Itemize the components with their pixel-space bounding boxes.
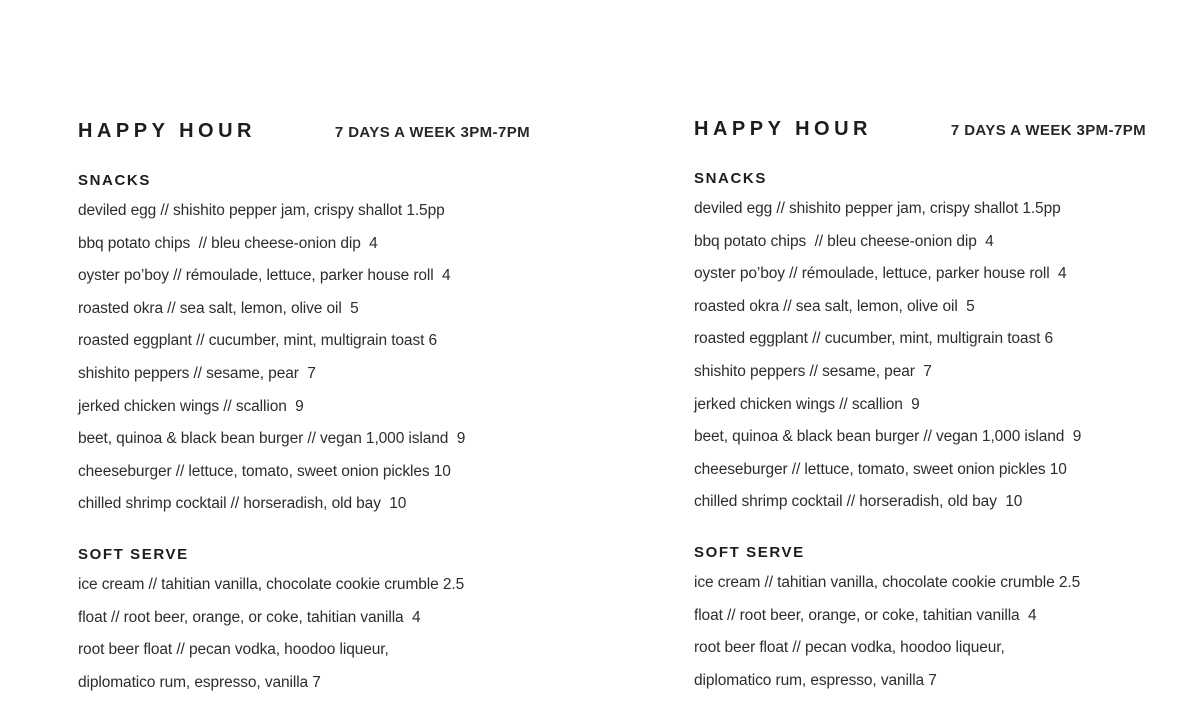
menu-item-line: jerked chicken wings // scallion 9 — [78, 397, 304, 415]
menu-item-line: diplomatico rum, espresso, vanilla 7 — [78, 673, 321, 691]
menu-item-line: roasted okra // sea salt, lemon, olive oil 5 — [78, 299, 359, 317]
section-title: SNACKS — [78, 172, 151, 189]
menu-header — [78, 118, 530, 144]
section-snacks — [694, 169, 1146, 519]
menu-item-line: beet, quinoa & black bean burger // vegan 1,000 island 9 — [694, 428, 1082, 446]
menu-item-line: diplomatico rum, espresso, vanilla 7 — [694, 671, 937, 689]
section-title: SOFT SERVE — [694, 543, 805, 561]
section-snacks — [78, 171, 530, 521]
menu-item-line: deviled egg // shishito pepper jam, crispy shallot 1.5pp — [694, 200, 1061, 217]
menu-item-line: root beer float // pecan vodka, hoodoo liqueur, — [694, 639, 1005, 657]
menu-column-left — [78, 118, 530, 699]
menu-item-line: roasted okra // sea salt, lemon, olive oil 5 — [694, 297, 975, 315]
menu-item-line: shishito peppers // sesame, pear 7 — [78, 364, 316, 382]
menu-item-line: deviled egg // shishito pepper jam, crispy shallot 1.5pp — [78, 202, 445, 219]
menu-item-line: bbq potato chips // bleu cheese-onion dip 4 — [694, 232, 994, 250]
menu-item-line: chilled shrimp cocktail // horseradish, old bay 10 — [78, 495, 407, 513]
menu-item-line: shishito peppers // sesame, pear 7 — [694, 362, 932, 380]
menu-item-line: chilled shrimp cocktail // horseradish, old bay 10 — [694, 493, 1023, 511]
menu-column-right — [694, 116, 1146, 697]
menu-item-line: oyster po’boy // rémoulade, lettuce, parker house roll 4 — [694, 265, 1067, 283]
menu-item-line: float // root beer, orange, or coke, tahitian vanilla 4 — [78, 608, 421, 626]
menu-item-line: bbq potato chips // bleu cheese-onion dip 4 — [78, 234, 378, 252]
menu-item-line: root beer float // pecan vodka, hoodoo liqueur, — [78, 641, 389, 659]
menu-schedule: 7 DAYS A WEEK 3PM-7PM — [950, 122, 1146, 139]
menu-item-line: ice cream // tahitian vanilla, chocolate cookie crumble 2.5 — [694, 573, 1081, 591]
menu-item-line: beet, quinoa & black bean burger // vegan 1,000 island 9 — [78, 430, 466, 448]
menu-item-line: jerked chicken wings // scallion 9 — [694, 395, 920, 413]
menu-title: HAPPY HOUR — [78, 120, 256, 142]
section-title: SOFT SERVE — [78, 545, 189, 563]
menu-title: HAPPY HOUR — [694, 118, 872, 140]
menu-item-line: cheeseburger // lettuce, tomato, sweet onion pickles 10 — [78, 462, 451, 480]
section-title: SNACKS — [694, 170, 767, 187]
section-soft-serve — [694, 543, 1146, 697]
menu-item-line: roasted eggplant // cucumber, mint, multigrain toast 6 — [694, 330, 1054, 348]
menu-item-line: roasted eggplant // cucumber, mint, multigrain toast 6 — [78, 332, 438, 350]
menu-header — [694, 116, 1146, 142]
menu-item-line: cheeseburger // lettuce, tomato, sweet onion pickles 10 — [694, 460, 1067, 478]
section-soft-serve — [78, 545, 530, 699]
menu-schedule: 7 DAYS A WEEK 3PM-7PM — [334, 124, 530, 141]
menu-item-line: ice cream // tahitian vanilla, chocolate cookie crumble 2.5 — [78, 575, 465, 593]
menu-item-line: float // root beer, orange, or coke, tahitian vanilla 4 — [694, 606, 1037, 624]
menu-item-line: oyster po’boy // rémoulade, lettuce, parker house roll 4 — [78, 267, 451, 285]
